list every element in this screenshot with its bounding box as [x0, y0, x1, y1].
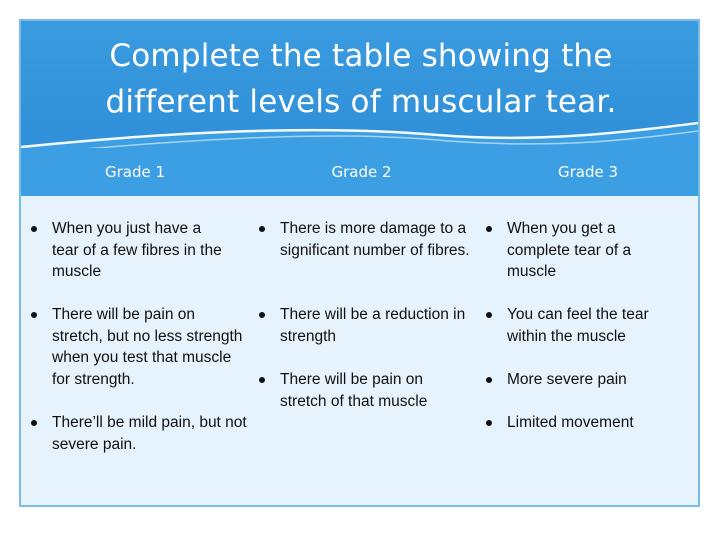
list-item — [507, 304, 692, 347]
slide-title: Complete the table showing the different levels of muscular tear. — [105, 38, 617, 120]
header-grade-2: Grade 2 — [331, 163, 392, 181]
list-item-text: There will be pain on stretch, but no less strength when you test that muscle for strength. — [52, 306, 243, 388]
table-header-row — [21, 148, 698, 196]
list-item-text: When you get a complete tear of a muscle — [507, 220, 632, 280]
bullet-icon — [31, 420, 37, 426]
list-item-text: There will be a reduction in strength — [280, 306, 466, 345]
slide — [19, 19, 700, 507]
list-item-text: Limited movement — [507, 414, 634, 431]
list-item — [52, 412, 247, 455]
bullet-icon — [259, 377, 265, 383]
list-item — [280, 218, 474, 261]
list-item — [507, 412, 692, 434]
list-item — [507, 369, 692, 391]
list-item-text: You can feel the tear within the muscle — [507, 306, 649, 345]
list-item — [52, 218, 232, 283]
bullet-icon — [259, 312, 265, 318]
bullet-icon — [31, 226, 37, 232]
grade-2-column — [249, 196, 474, 507]
bullet-icon — [259, 226, 265, 232]
list-item — [507, 218, 672, 283]
bullet-icon — [486, 226, 492, 232]
table-body — [21, 196, 698, 507]
grade-1-column — [21, 196, 249, 507]
list-item-text: There is more damage to a significant number of fibres. — [280, 220, 470, 259]
bullet-icon — [31, 312, 37, 318]
header-grade-3: Grade 3 — [557, 163, 619, 181]
list-item-text: More severe pain — [507, 371, 627, 388]
list-item — [280, 369, 460, 412]
bullet-icon — [486, 312, 492, 318]
list-item — [52, 304, 247, 390]
list-item-text: There will be pain on stretch of that muscle — [280, 371, 428, 410]
list-item-text: When you just have a tear of a few fibres in the muscle — [52, 220, 222, 280]
bullet-icon — [486, 377, 492, 383]
list-item — [280, 304, 474, 347]
list-item-text: There’ll be mild pain, but not severe pain. — [52, 414, 247, 453]
bullet-icon — [486, 420, 492, 426]
grade-3-column — [474, 196, 700, 507]
header-grade-1: Grade 1 — [104, 163, 166, 181]
